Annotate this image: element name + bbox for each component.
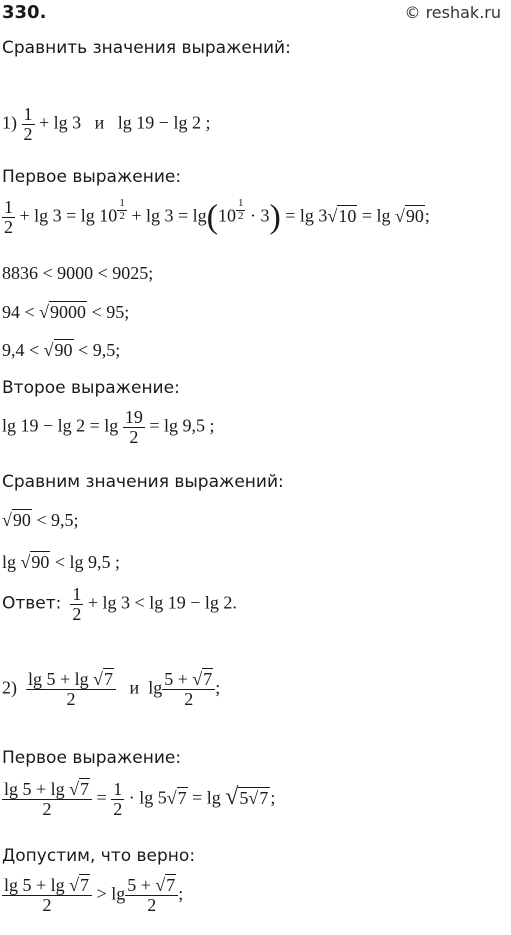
- second-expression-chain: lg 19 − lg 2 = lg $\frac{19}{2}$ = lg 9,5 ;: [2, 407, 215, 447]
- expr-b: lg 19 − lg 2 ;: [117, 112, 211, 133]
- problem-number: 330.: [2, 2, 47, 23]
- first-expression-title: Первое выражение:: [2, 167, 182, 187]
- sqrt-10: √10: [327, 205, 357, 226]
- compare-line-1: √90 < 9,5;: [2, 510, 79, 530]
- first-expression-chain: $\frac{1}{2}$ + lg 3 = lg 10 $\frac{1}{2}$ + lg 3 = lg(10 $\frac{1}{2}$ · 3) = lg 3√10 = lg √90;: [4, 197, 430, 237]
- inequality-1: 8836 < 9000 < 9025;: [2, 263, 154, 283]
- sqrt-90: √90: [394, 205, 424, 226]
- inequality-2: 94 < √9000 < 95;: [2, 302, 130, 322]
- part2-statement: 2) $\frac{\lg 5 + \lg √7}{2}$ и lg $\frac{5 + √7}{2}$ ;: [2, 669, 221, 709]
- inequality-3: 9,4 < √90 < 9,5;: [2, 340, 121, 360]
- compare-line-2: lg √90 < lg 9,5 ;: [2, 552, 121, 572]
- fraction-one-half: $\frac{1}{2}$: [23, 104, 33, 144]
- part1-label: 1): [2, 112, 17, 133]
- part2-frac-a: $\frac{\lg 5 + \lg √7}{2}$: [26, 670, 116, 709]
- task-title: Сравнить значения выражений:: [2, 38, 291, 58]
- answer-line: Ответ: $\frac{1}{2}$ + lg 3 < lg 19 − lg 2.: [2, 584, 237, 624]
- and-word: и: [94, 112, 105, 133]
- part1-statement: [2, 105, 210, 144]
- part2-first-title: Первое выражение:: [2, 748, 182, 768]
- expr-a-tail: + lg 3: [39, 112, 82, 133]
- assume-title: Допустим, что верно:: [2, 846, 196, 866]
- part2-frac-b: $\frac{5 + √7}{2}$: [162, 670, 215, 709]
- watermark-text: © reshak.ru: [404, 3, 501, 22]
- second-expression-title: Второе выражение:: [2, 378, 180, 398]
- compare-title: Сравним значения выражений:: [2, 472, 284, 492]
- part2-first-chain: $\frac{\lg 5 + \lg √7}{2}$ = $\frac{1}{2}$ · lg 5√7 = lg √5√7 ;: [4, 779, 276, 819]
- assume-inequality: $\frac{\lg 5 + \lg √7}{2}$ > lg $\frac{5 + √7}{2}$ ;: [4, 875, 184, 915]
